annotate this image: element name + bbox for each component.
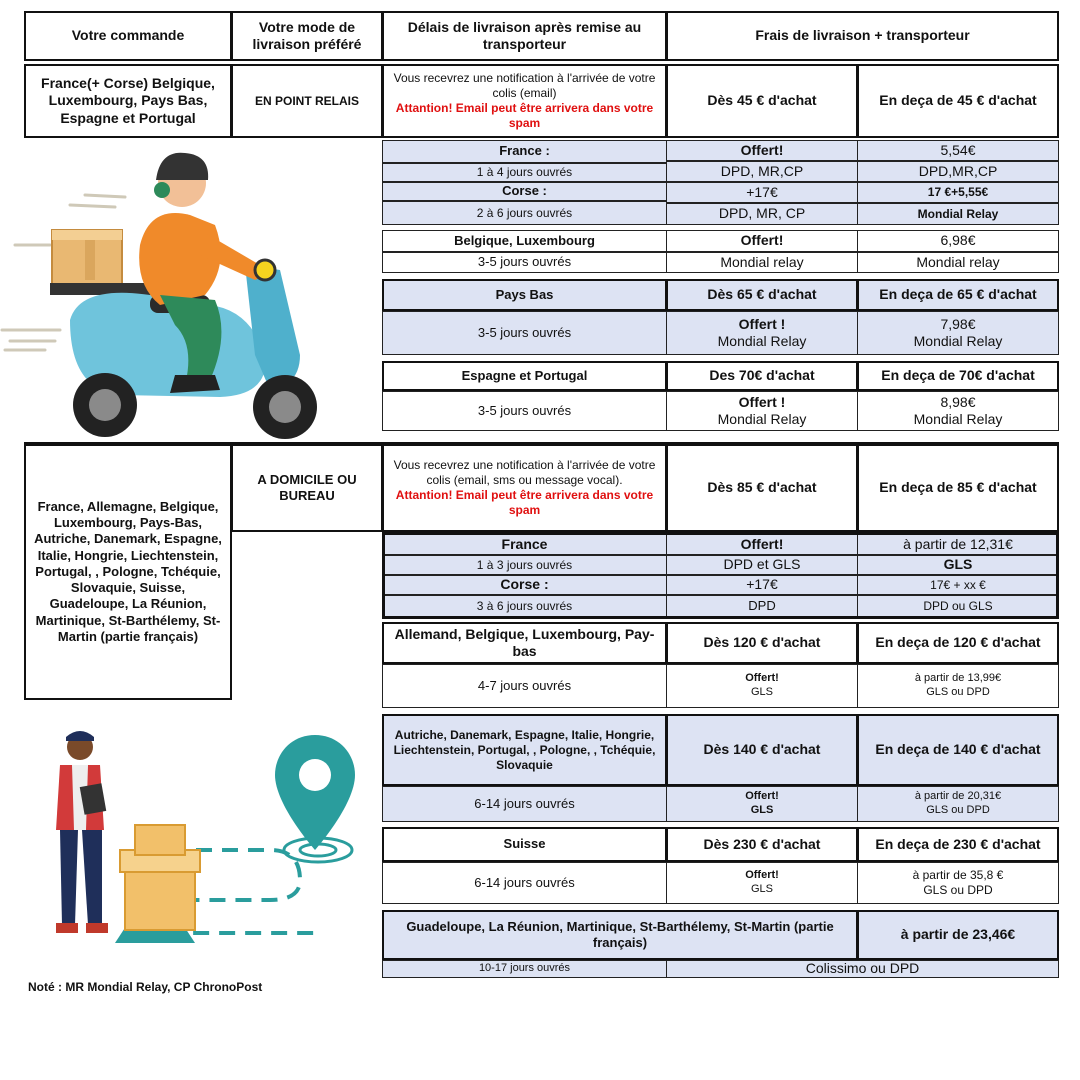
relay-notice-cell — [382, 64, 667, 138]
relay-nl-threshold-free: Dès 65 € d'achat — [666, 279, 858, 311]
home-corse-free: +17€ — [666, 575, 858, 595]
home-de-price-cell — [857, 664, 1059, 708]
relay-esp-threshold-free: Des 70€ d'achat — [666, 361, 858, 391]
home-de-price: à partir de 13,99€ — [914, 672, 1002, 685]
relay-esp-free-carrier: Mondial Relay — [717, 411, 807, 427]
relay-warning: Attantion! Email peut être arrivera dans votre spam — [395, 101, 654, 130]
relay-belux-delay: 3-5 jours ouvrés — [382, 252, 667, 273]
home-ch-threshold-paid: En deça de 230 € d'achat — [857, 827, 1059, 862]
home-ch-free-cell — [666, 862, 858, 904]
relay-belux-free-carrier: Mondial relay — [666, 252, 858, 273]
relay-belux-price: 6,98€ — [857, 230, 1059, 252]
home-eu-free-carrier: GLS — [750, 804, 774, 816]
relay-esp-carrier: Mondial Relay — [913, 411, 1003, 427]
home-eu-carrier: GLS ou DPD — [926, 804, 990, 816]
home-dom-price: à partir de 23,46€ — [857, 910, 1059, 960]
relay-corse-free-carrier: DPD, MR, CP — [666, 203, 858, 225]
home-eu-threshold-paid: En deça de 140 € d'achat — [857, 714, 1059, 786]
relay-esp-threshold-paid: En deça de 70€ d'achat — [857, 361, 1059, 391]
home-ch-free: Offert! — [745, 869, 779, 882]
home-warning: Attantion! Email peut être arrivera dans votre spam — [395, 488, 654, 517]
relay-esp-delay: 3-5 jours ouvrés — [382, 391, 667, 431]
home-eu-label: Autriche, Danemark, Espagne, Italie, Hongrie, Liechtenstein, Portugal, , Pologne, , Tchéquie, Slovaquie — [382, 714, 667, 786]
home-eu-price: à partir de 20,31€ — [914, 790, 1002, 803]
home-eu-delay: 6-14 jours ouvrés — [382, 786, 667, 822]
home-notice: Vous recevrez une notification à l'arrivée de votre colis (email, sms ou message vocal). — [393, 458, 656, 487]
relay-esp-price: 8,98€ — [940, 393, 976, 410]
relay-esp-free-cell — [666, 391, 858, 431]
relay-esp-label: Espagne et Portugal — [382, 361, 667, 391]
relay-threshold-paid: En deça de 45 € d'achat — [857, 64, 1059, 138]
home-france-delay: 1 à 3 jours ouvrés — [382, 555, 667, 575]
home-de-free-cell — [666, 664, 858, 708]
home-france-free: Offert! — [666, 534, 858, 555]
relay-nl-label: Pays Bas — [382, 279, 667, 311]
home-ch-carrier: GLS ou DPD — [923, 883, 993, 897]
home-threshold-paid: En deça de 85 € d'achat — [857, 444, 1059, 532]
home-notice-cell — [382, 444, 667, 532]
scooter-courier-illustration — [0, 145, 370, 445]
relay-threshold-free: Dès 45 € d'achat — [666, 64, 858, 138]
header-fees: Frais de livraison + transporteur — [666, 11, 1059, 61]
relay-france-free: Offert! — [666, 140, 858, 161]
home-ch-price: à partir de 35,8 € — [912, 868, 1004, 882]
home-eu-threshold-free: Dès 140 € d'achat — [666, 714, 858, 786]
relay-belux-carrier: Mondial relay — [857, 252, 1059, 273]
relay-esp-price-cell — [857, 391, 1059, 431]
relay-nl-free: Offert ! — [738, 315, 786, 332]
relay-france-price: 5,54€ — [857, 140, 1059, 161]
relay-esp-free: Offert ! — [738, 393, 786, 410]
relay-corse-price: 17 €+5,55€ — [857, 182, 1059, 203]
map-pin-icon — [270, 730, 360, 860]
home-corse-delay: 3 à 6 jours ouvrés — [382, 595, 667, 617]
relay-belux-label: Belgique, Luxembourg — [382, 230, 667, 252]
home-ch-price-cell — [857, 862, 1059, 904]
relay-nl-carrier: Mondial Relay — [913, 333, 1003, 349]
relay-france-carrier: DPD,MR,CP — [857, 161, 1059, 182]
home-de-carrier: GLS ou DPD — [926, 686, 990, 698]
relay-belux-free: Offert! — [666, 230, 858, 252]
home-de-free: Offert! — [745, 672, 779, 685]
relay-france-free-carrier: DPD, MR,CP — [666, 161, 858, 182]
header-mode: Votre mode de livraison préféré — [231, 11, 383, 61]
home-corse-carrier: DPD ou GLS — [857, 595, 1059, 617]
relay-corse-carrier: Mondial Relay — [857, 203, 1059, 225]
home-mode: A DOMICILE OU BUREAU — [231, 444, 383, 532]
relay-corse-delay: 2 à 6 jours ouvrés — [382, 201, 667, 225]
relay-nl-threshold-paid: En deça de 65 € d'achat — [857, 279, 1059, 311]
relay-nl-free-carrier: Mondial Relay — [717, 333, 807, 349]
home-threshold-free: Dès 85 € d'achat — [666, 444, 858, 532]
home-corse-label: Corse : — [382, 575, 667, 595]
home-order: France, Allemagne, Belgique, Luxembourg, Pays-Bas, Autriche, Danemark, Espagne, Italie, Hongrie, Liechtenstein, Portugal, , Pologne, Tchéquie, Slovaquie, Suisse, Guadeloupe, La Réunion, Martinique, St-Barthélemy, St-Martin (partie français) — [24, 444, 232, 700]
home-dom-delay: 10-17 jours ouvrés — [382, 960, 667, 978]
relay-notice: Vous recevrez une notification à l'arrivée de votre colis (email) — [393, 71, 656, 100]
home-de-threshold-paid: En deça de 120 € d'achat — [857, 622, 1059, 664]
home-de-delay: 4-7 jours ouvrés — [382, 664, 667, 708]
home-ch-free-carrier: GLS — [750, 883, 773, 895]
home-ch-threshold-free: Dès 230 € d'achat — [666, 827, 858, 862]
home-eu-free: Offert! — [745, 790, 779, 803]
home-corse-free-carrier: DPD — [666, 595, 858, 617]
relay-corse-free: +17€ — [666, 182, 858, 203]
relay-order: France(+ Corse) Belgique, Luxembourg, Pays Bas, Espagne et Portugal — [24, 64, 232, 138]
relay-mode: EN POINT RELAIS — [231, 64, 383, 138]
relay-france-label: France : — [382, 140, 667, 163]
relay-nl-delay: 3-5 jours ouvrés — [382, 311, 667, 355]
home-de-free-carrier: GLS — [750, 686, 773, 698]
relay-corse-label: Corse : — [382, 182, 667, 201]
home-eu-free-cell — [666, 786, 858, 822]
footnote: Noté : MR Mondial Relay, CP ChronoPost — [28, 980, 263, 994]
home-de-label: Allemand, Belgique, Luxembourg, Pay-bas — [382, 622, 667, 664]
relay-nl-free-cell — [666, 311, 858, 355]
header-order: Votre commande — [24, 11, 232, 61]
home-ch-delay: 6-14 jours ouvrés — [382, 862, 667, 904]
home-corse-price: 17€ + xx € — [857, 575, 1059, 595]
relay-france-delay: 1 à 4 jours ouvrés — [382, 163, 667, 182]
header-delay: Délais de livraison après remise au transporteur — [382, 11, 667, 61]
relay-nl-price-cell — [857, 311, 1059, 355]
home-france-carrier: GLS — [857, 555, 1059, 575]
home-france-price: à partir de 12,31€ — [857, 534, 1059, 555]
home-dom-carrier: Colissimo ou DPD — [666, 960, 1059, 978]
home-de-threshold-free: Dès 120 € d'achat — [666, 622, 858, 664]
home-eu-price-cell — [857, 786, 1059, 822]
home-ch-label: Suisse — [382, 827, 667, 862]
home-france-free-carrier: DPD et GLS — [666, 555, 858, 575]
relay-nl-price: 7,98€ — [940, 315, 976, 332]
home-dom-label: Guadeloupe, La Réunion, Martinique, St-Barthélemy, St-Martin (partie français) — [382, 910, 858, 960]
home-france-label: France — [382, 534, 667, 555]
